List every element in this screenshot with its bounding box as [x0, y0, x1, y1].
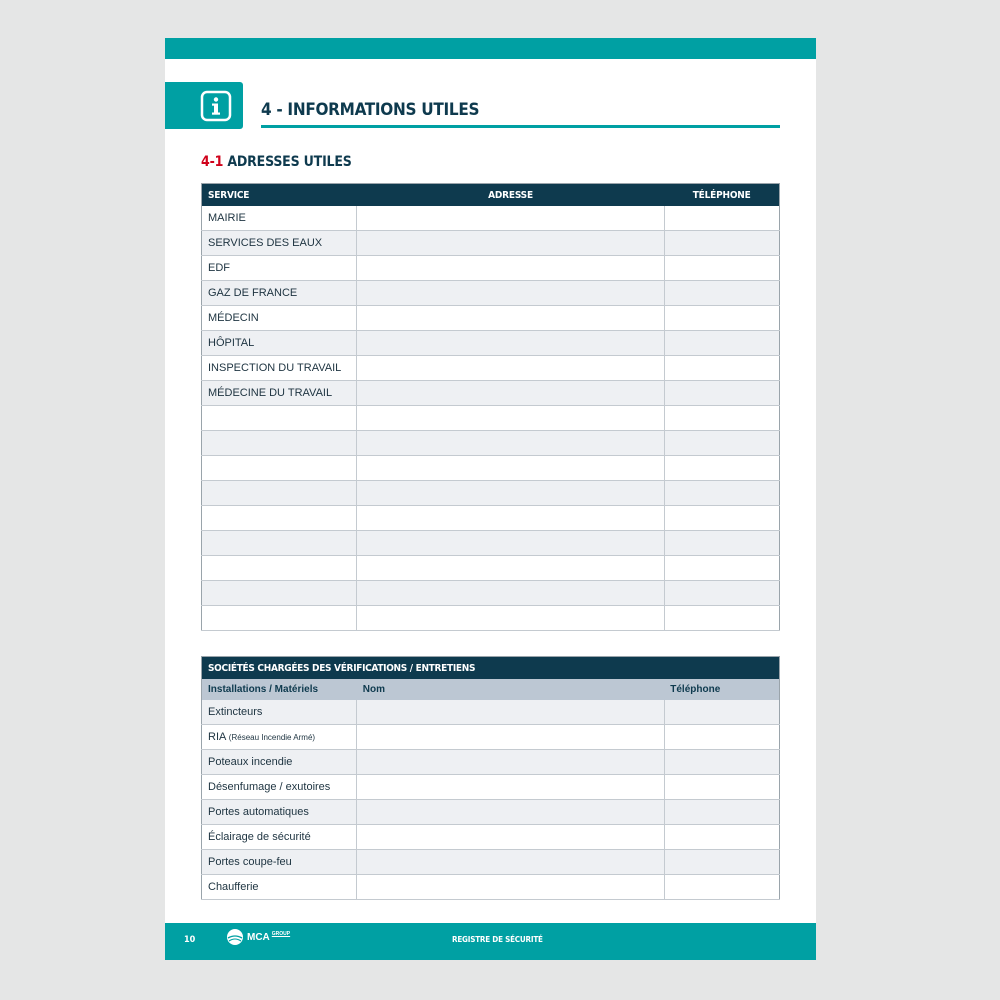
info-icon	[200, 90, 232, 122]
phone-cell[interactable]	[664, 281, 779, 306]
company-phone-cell[interactable]	[664, 725, 779, 750]
company-name-cell[interactable]	[357, 775, 665, 800]
installation-label: Poteaux incendie	[208, 756, 293, 768]
installation-label: Désenfumage / exutoires	[208, 781, 331, 793]
address-cell[interactable]	[357, 306, 665, 331]
company-name-cell[interactable]	[357, 875, 665, 900]
table-row	[202, 875, 780, 900]
service-cell	[202, 406, 357, 431]
address-cell[interactable]	[357, 481, 665, 506]
table-row	[202, 331, 780, 356]
installation-cell	[202, 750, 357, 775]
phone-cell[interactable]	[664, 481, 779, 506]
header-installations: Installations / Matériels	[202, 679, 357, 700]
phone-cell[interactable]	[664, 456, 779, 481]
installation-label: Éclairage de sécurité	[208, 831, 311, 843]
table-row	[202, 506, 780, 531]
phone-cell[interactable]	[664, 381, 779, 406]
table-row	[202, 700, 780, 725]
section-badge	[165, 82, 243, 129]
company-phone-cell[interactable]	[664, 800, 779, 825]
table-row	[202, 581, 780, 606]
section-rule	[261, 125, 780, 128]
table-row	[202, 556, 780, 581]
service-cell: HÔPITAL	[202, 331, 357, 356]
phone-cell[interactable]	[664, 581, 779, 606]
table-row	[202, 406, 780, 431]
companies-table	[201, 656, 780, 900]
installation-cell	[202, 775, 357, 800]
subsection-title	[201, 154, 352, 170]
globe-icon	[226, 928, 244, 946]
company-logo	[226, 928, 290, 946]
address-cell[interactable]	[357, 531, 665, 556]
installation-label: RIA	[208, 731, 226, 743]
header-nom: Nom	[357, 679, 665, 700]
company-phone-cell[interactable]	[664, 750, 779, 775]
address-cell[interactable]	[357, 281, 665, 306]
installation-label: Portes coupe-feu	[208, 856, 292, 868]
company-phone-cell[interactable]	[664, 825, 779, 850]
service-cell: MÉDECIN	[202, 306, 357, 331]
subsection-label: ADRESSES UTILES	[227, 154, 352, 170]
document-page	[165, 38, 816, 960]
phone-cell[interactable]	[664, 556, 779, 581]
table-row	[202, 431, 780, 456]
installation-cell	[202, 875, 357, 900]
table-row	[202, 306, 780, 331]
installation-label: Portes automatiques	[208, 806, 309, 818]
phone-cell[interactable]	[664, 306, 779, 331]
address-cell[interactable]	[357, 506, 665, 531]
companies-caption: SOCIÉTÉS CHARGÉES DES VÉRIFICATIONS / ENTRETIENS	[202, 657, 780, 680]
top-color-band	[165, 38, 816, 59]
service-cell: SERVICES DES EAUX	[202, 231, 357, 256]
address-cell[interactable]	[357, 231, 665, 256]
phone-cell[interactable]	[664, 356, 779, 381]
footer-title: REGISTRE DE SÉCURITÉ	[452, 935, 543, 944]
service-cell: GAZ DE FRANCE	[202, 281, 357, 306]
address-cell[interactable]	[357, 381, 665, 406]
installation-cell	[202, 800, 357, 825]
phone-cell[interactable]	[664, 206, 779, 231]
service-cell	[202, 506, 357, 531]
table-row	[202, 356, 780, 381]
service-cell	[202, 581, 357, 606]
company-name-cell[interactable]	[357, 750, 665, 775]
header-adresse: ADRESSE	[357, 184, 665, 207]
phone-cell[interactable]	[664, 331, 779, 356]
address-cell[interactable]	[357, 556, 665, 581]
table-row	[202, 206, 780, 231]
table-row	[202, 606, 780, 631]
installation-cell	[202, 700, 357, 725]
table-row	[202, 800, 780, 825]
service-cell	[202, 481, 357, 506]
phone-cell[interactable]	[664, 406, 779, 431]
company-phone-cell[interactable]	[664, 850, 779, 875]
installation-note: (Réseau Incendie Armé)	[228, 733, 316, 742]
phone-cell[interactable]	[664, 531, 779, 556]
logo-subtext: GROUP	[271, 931, 291, 937]
installation-cell	[202, 825, 357, 850]
company-phone-cell[interactable]	[664, 700, 779, 725]
header-service: SERVICE	[202, 184, 357, 207]
addresses-header-row	[202, 184, 780, 207]
installation-label: Extincteurs	[208, 706, 263, 718]
table-row	[202, 725, 780, 750]
table-row	[202, 256, 780, 281]
subsection-number: 4-1	[201, 154, 224, 170]
phone-cell[interactable]	[664, 256, 779, 281]
phone-cell[interactable]	[664, 606, 779, 631]
phone-cell[interactable]	[664, 506, 779, 531]
service-cell	[202, 531, 357, 556]
service-cell	[202, 556, 357, 581]
service-cell	[202, 606, 357, 631]
table-row	[202, 531, 780, 556]
section-title: 4 - INFORMATIONS UTILES	[261, 100, 480, 120]
address-cell[interactable]	[357, 431, 665, 456]
installation-cell	[202, 850, 357, 875]
address-cell[interactable]	[357, 356, 665, 381]
company-phone-cell[interactable]	[664, 775, 779, 800]
address-cell[interactable]	[357, 331, 665, 356]
service-cell	[202, 431, 357, 456]
header-telephone: TÉLÉPHONE	[664, 184, 779, 207]
table-row	[202, 456, 780, 481]
installation-label: Chaufferie	[208, 881, 259, 893]
phone-cell[interactable]	[664, 431, 779, 456]
company-name-cell[interactable]	[357, 725, 665, 750]
table-row	[202, 231, 780, 256]
service-cell: MAIRIE	[202, 206, 357, 231]
table-row	[202, 481, 780, 506]
address-cell[interactable]	[357, 581, 665, 606]
companies-caption-row	[202, 657, 780, 680]
service-cell: MÉDECINE DU TRAVAIL	[202, 381, 357, 406]
address-cell[interactable]	[357, 456, 665, 481]
service-cell	[202, 456, 357, 481]
company-name-cell[interactable]	[357, 850, 665, 875]
address-cell[interactable]	[357, 406, 665, 431]
table-row	[202, 825, 780, 850]
company-name-cell[interactable]	[357, 800, 665, 825]
table-row	[202, 850, 780, 875]
table-row	[202, 750, 780, 775]
address-cell[interactable]	[357, 256, 665, 281]
company-phone-cell[interactable]	[664, 875, 779, 900]
logo-text: MCA	[247, 931, 270, 943]
service-cell: EDF	[202, 256, 357, 281]
installation-cell	[202, 725, 357, 750]
header-telephone-2: Téléphone	[664, 679, 779, 700]
companies-header-row	[202, 679, 780, 700]
company-name-cell[interactable]	[357, 700, 665, 725]
table-row	[202, 381, 780, 406]
table-row	[202, 281, 780, 306]
phone-cell[interactable]	[664, 231, 779, 256]
company-name-cell[interactable]	[357, 825, 665, 850]
address-cell[interactable]	[357, 206, 665, 231]
table-row	[202, 775, 780, 800]
address-cell[interactable]	[357, 606, 665, 631]
addresses-table	[201, 183, 780, 631]
service-cell: INSPECTION DU TRAVAIL	[202, 356, 357, 381]
page-number: 10	[184, 935, 196, 945]
